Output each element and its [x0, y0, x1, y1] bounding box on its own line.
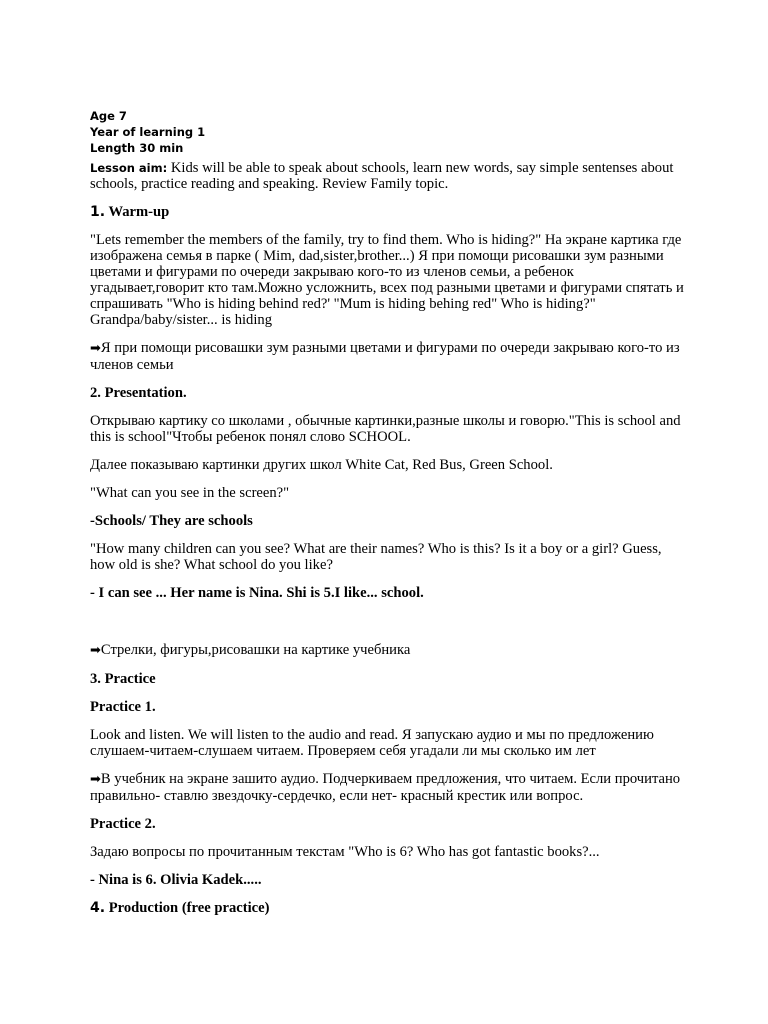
practice-1-text: Look and listen. We will listen to the audio and read. Я запускаю аудио и мы по предложению слушаем-читаем-слушаем читаем. Проверяем себя угадали ли мы сколько им лет [90, 727, 654, 759]
practice-2-text: Задаю вопросы по прочитанным текстам "Who is 6? Who has got fantastic books?... [90, 844, 600, 860]
presentation-answer-1: -Schools/ They are schools [90, 513, 253, 529]
arrow-right-icon: ➡ [90, 643, 101, 658]
practice-2-answer: - Nina is 6. Olivia Kadek..... [90, 872, 262, 888]
production-heading [90, 900, 690, 916]
lesson-aim-text: Kids will be able to speak about schools, learn new words, say simple sentenses about schools, practice reading and speaking. Review Family topic. [90, 160, 674, 192]
production-title: Production (free practice) [105, 900, 270, 916]
practice-heading: 3. Practice [90, 671, 156, 687]
warmup-text: "Lets remember the members of the family, try to find them. Who is hiding?" На экране картика где изображена семья в парке ( Mim, dad,sister,brother...) Я при помощи рисовашки зум разными цветами и фигурами по очереди закрываю кого-то из членов семьи, а ребенок угадывает,говорит кто там.Можно усложнить, всех под разными цветами и фигурами спятать и спрашивать "Who is hiding behind red?' "Mum is hiding behing red" Who is hiding?" Grandpa/baby/sister... is hiding [90, 232, 684, 328]
presentation-p1: Открываю картику со школами , обычные картинки,разные школы и говорю."This is school and this is school"Чтобы ребенок понял слово SCHOOL. [90, 413, 681, 445]
presentation-note [90, 642, 690, 659]
practice-1-note [90, 771, 690, 804]
presentation-p2: Далее показываю картинки других школ White Cat, Red Bus, Green School. [90, 457, 553, 473]
length-line: Length 30 min [90, 141, 184, 155]
arrow-right-icon: ➡ [90, 772, 101, 787]
presentation-p3: "What can you see in the screen?" [90, 485, 290, 501]
presentation-p4: "How many children can you see? What are their names? Who is this? Is it a boy or a girl? Guess, how old is she? What school do you like? [90, 541, 662, 573]
document-page [90, 108, 690, 916]
warmup-number: 1. [90, 204, 106, 220]
warmup-title: Warm-up [105, 204, 170, 220]
production-number: 4. [90, 900, 106, 916]
warmup-note [90, 340, 690, 373]
practice-2-heading: Practice 2. [90, 816, 156, 832]
practice-1-note-text: В учебник на экране зашито аудио. Подчеркиваем предложения, что читаем. Если прочитано правильно- ставлю звездочку-сердечко, если нет- красный крестик или вопрос. [90, 771, 681, 804]
lesson-aim-label: Lesson aim: [90, 161, 168, 175]
presentation-note-text: Стрелки, фигуры,рисовашки на картике учебника [100, 642, 411, 658]
warmup-heading [90, 204, 690, 220]
practice-1-heading: Practice 1. [90, 699, 156, 715]
warmup-note-text: Я при помощи рисовашки зум разными цветами и фигурами по очереди закрываю кого-то из членов семьи [90, 340, 680, 373]
presentation-heading: 2. Presentation. [90, 385, 187, 401]
year-line: Year of learning 1 [90, 125, 206, 139]
arrow-right-icon: ➡ [90, 341, 101, 356]
presentation-answer-2: - I can see ... Her name is Nina. Shi is 5.I like... school. [90, 585, 424, 601]
age-line: Age 7 [90, 109, 127, 123]
lesson-aim [90, 160, 690, 192]
